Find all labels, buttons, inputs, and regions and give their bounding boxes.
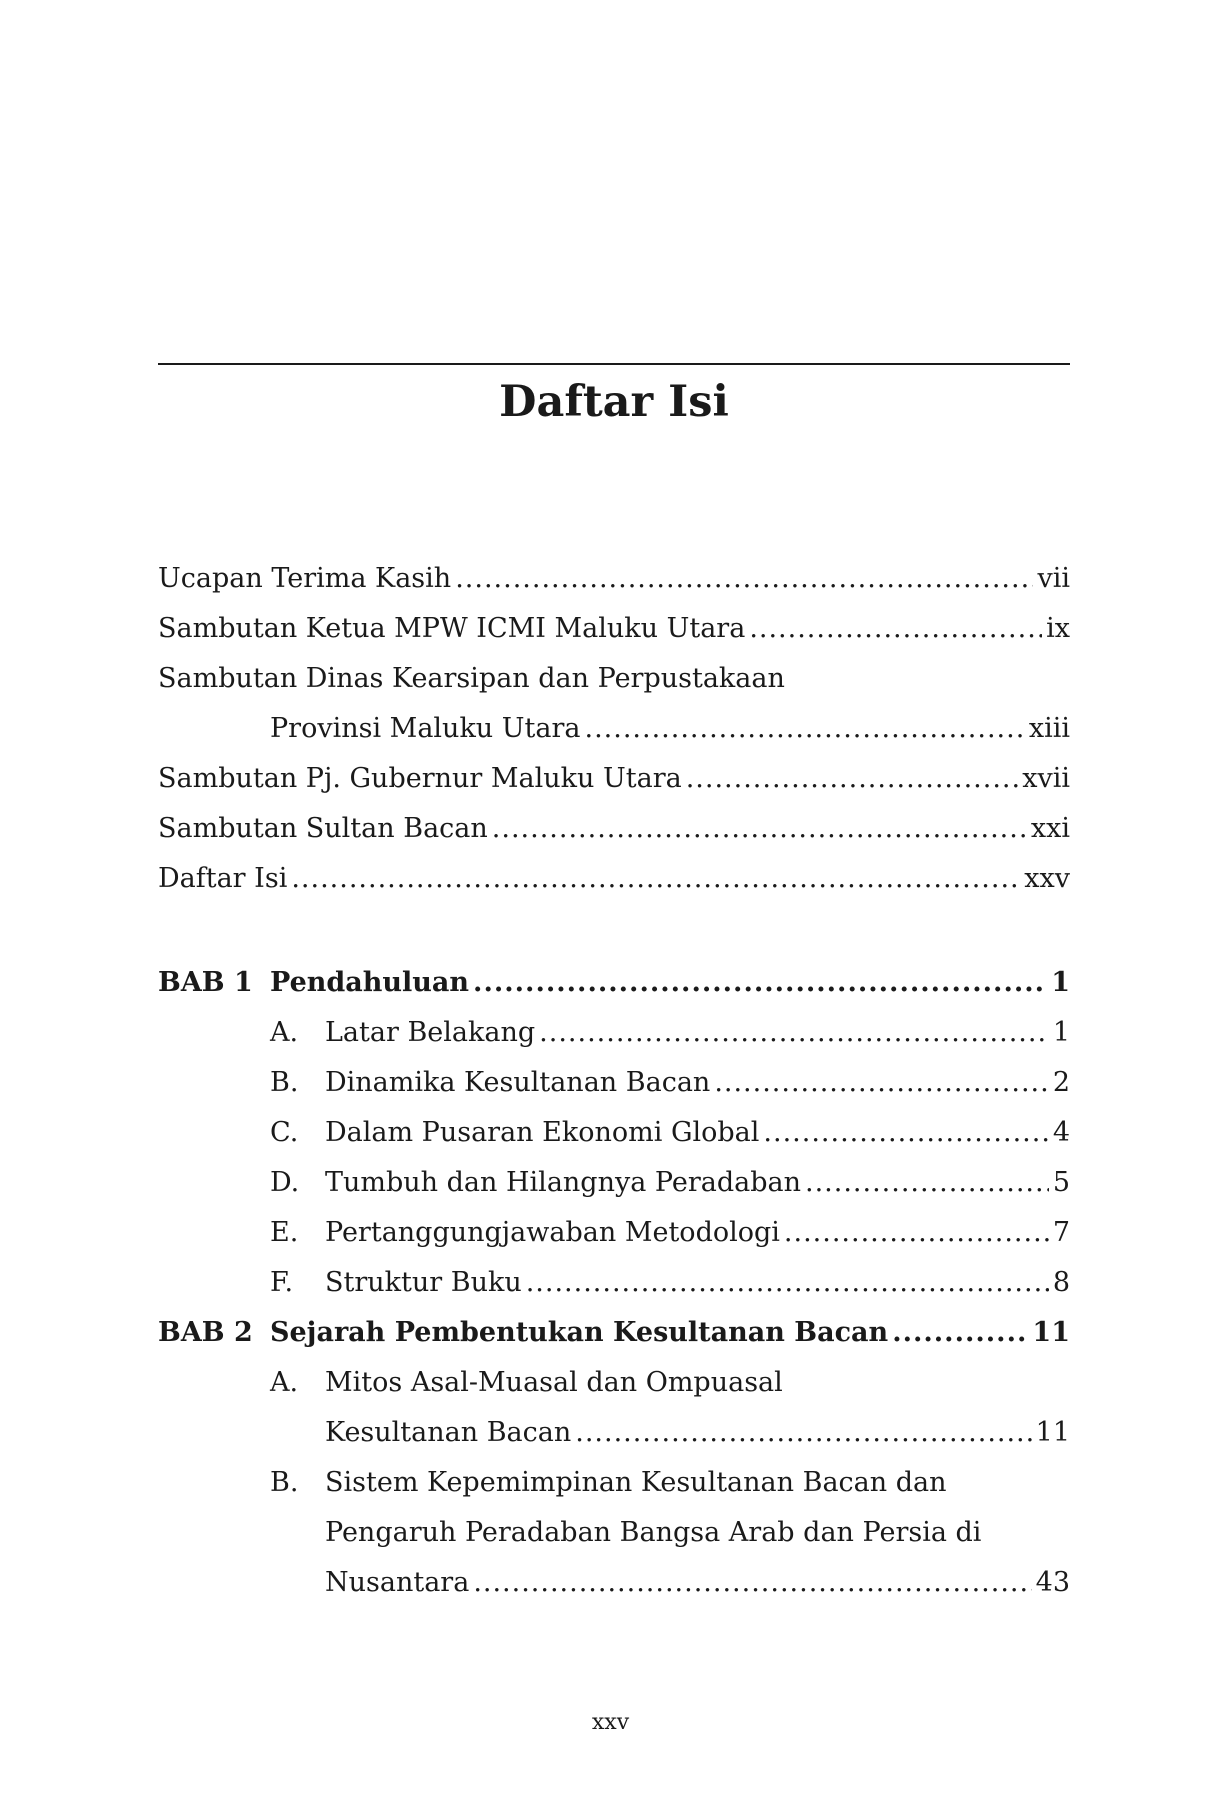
toc-section-2b-line3[interactable] (158, 1558, 1070, 1608)
section-page: 7 (1052, 1217, 1070, 1248)
section-page: 4 (1052, 1117, 1070, 1148)
toc-entry-text: Sambutan Ketua MPW ICMI Maluku Utara (158, 613, 746, 644)
toc-entry-page: ix (1046, 613, 1070, 644)
toc-section-1c[interactable] (158, 1108, 1070, 1158)
section-page: 43 (1035, 1567, 1070, 1598)
toc-section-1b[interactable] (158, 1058, 1070, 1108)
page-number: xxv (591, 1710, 630, 1735)
chapter-number: BAB 2 (158, 1317, 253, 1348)
toc-entry-ucapan-terima-kasih[interactable] (158, 554, 1070, 604)
section-page: 5 (1052, 1167, 1070, 1198)
page-title: Daftar Isi (499, 377, 729, 427)
section-title: Pengaruh Peradaban Bangsa Arab dan Persia di (325, 1517, 982, 1548)
toc-section-1f[interactable] (158, 1258, 1070, 1308)
section-title: Tumbuh dan Hilangnya Peradaban (325, 1167, 801, 1198)
section-letter: E. (270, 1217, 299, 1248)
toc-entry-sambutan-ketua-mpw[interactable] (158, 604, 1070, 654)
section-page: 1 (1052, 1017, 1070, 1048)
section-letter: C. (270, 1117, 299, 1148)
toc-entry-sambutan-gubernur[interactable] (158, 754, 1070, 804)
dot-leader (455, 554, 1033, 604)
dot-leader (805, 1158, 1049, 1208)
toc-section-2a-line2[interactable] (158, 1408, 1070, 1458)
section-title: Pertanggungjawaban Metodologi (325, 1217, 780, 1248)
toc-chapter-bab-1[interactable] (158, 958, 1070, 1008)
toc-section-1e[interactable] (158, 1208, 1070, 1258)
toc-entry-text: Daftar Isi (158, 863, 288, 894)
toc-entry-text: Sambutan Sultan Bacan (158, 813, 488, 844)
section-title: Mitos Asal-Muasal dan Ompuasal (325, 1367, 783, 1398)
section-letter: A. (270, 1367, 299, 1398)
toc-section-2b-line1[interactable] (158, 1458, 1070, 1508)
dot-leader (714, 1058, 1049, 1108)
toc-section-2a-line1[interactable] (158, 1358, 1070, 1408)
toc-chapter-bab-2[interactable] (158, 1308, 1070, 1358)
dot-leader (763, 1108, 1048, 1158)
section-title: Nusantara (325, 1567, 470, 1598)
toc-entry-page: xxv (1024, 863, 1070, 894)
dot-leader (892, 1308, 1028, 1358)
dot-leader (473, 958, 1047, 1008)
dot-leader (291, 854, 1020, 904)
toc-entry-text: Sambutan Dinas Kearsipan dan Perpustakaan (158, 663, 785, 694)
dot-leader (539, 1008, 1049, 1058)
section-letter: B. (270, 1067, 299, 1098)
section-title: Struktur Buku (325, 1267, 522, 1298)
section-letter: A. (270, 1017, 299, 1048)
dot-leader (473, 1558, 1031, 1608)
toc-section-2b-line2[interactable] (158, 1508, 1070, 1558)
section-page: 11 (1035, 1417, 1070, 1448)
dot-leader (749, 604, 1042, 654)
dot-leader (526, 1258, 1049, 1308)
dot-leader (686, 754, 1019, 804)
header-rule (158, 363, 1070, 365)
toc-entry-sambutan-dinas-line1[interactable] (158, 654, 1070, 704)
toc-entry-page: xiii (1028, 713, 1070, 744)
section-title: Latar Belakang (325, 1017, 536, 1048)
section-letter: D. (270, 1167, 300, 1198)
section-letter: B. (270, 1467, 299, 1498)
dot-leader (575, 1408, 1031, 1458)
chapter-number: BAB 1 (158, 967, 253, 998)
section-page: 2 (1052, 1067, 1070, 1098)
chapter-page: 1 (1051, 967, 1070, 998)
table-of-contents (158, 554, 1070, 1608)
toc-entry-text: Ucapan Terima Kasih (158, 563, 452, 594)
chapter-title: Pendahuluan (270, 967, 470, 998)
toc-entry-sambutan-dinas-line2[interactable] (158, 704, 1070, 754)
section-title: Kesultanan Bacan (325, 1417, 572, 1448)
toc-entry-text: Sambutan Pj. Gubernur Maluku Utara (158, 763, 682, 794)
section-title: Sistem Kepemimpinan Kesultanan Bacan dan (325, 1467, 947, 1498)
toc-section-1a[interactable] (158, 1008, 1070, 1058)
chapter-page: 11 (1032, 1317, 1070, 1348)
toc-section-1d[interactable] (158, 1158, 1070, 1208)
chapter-title: Sejarah Pembentukan Kesultanan Bacan (270, 1317, 889, 1348)
dot-leader (492, 804, 1027, 854)
section-page: 8 (1052, 1267, 1070, 1298)
section-title: Dalam Pusaran Ekonomi Global (325, 1117, 760, 1148)
toc-entry-page: vii (1037, 563, 1070, 594)
toc-entry-page: xxi (1030, 813, 1070, 844)
toc-entry-daftar-isi[interactable] (158, 854, 1070, 904)
toc-entry-sambutan-sultan[interactable] (158, 804, 1070, 854)
toc-entry-text: Provinsi Maluku Utara (270, 713, 581, 744)
section-letter: F. (270, 1267, 294, 1298)
section-title: Dinamika Kesultanan Bacan (325, 1067, 711, 1098)
dot-leader (585, 704, 1025, 754)
toc-entry-page: xvii (1022, 763, 1070, 794)
dot-leader (784, 1208, 1049, 1258)
